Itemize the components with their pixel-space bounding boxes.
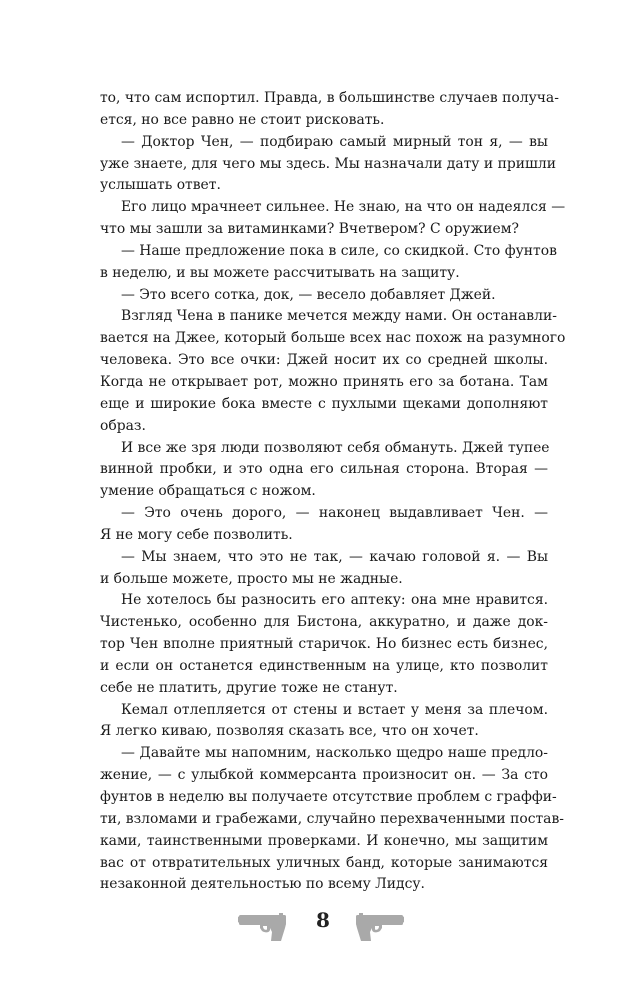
body-text — [100, 88, 566, 896]
text-line: то, что сам испортил. Правда, в большинстве случаев получа- — [100, 90, 559, 106]
text-line: тор Чен вполне приятный старичок. Но бизнес есть бизнес, — [100, 636, 548, 653]
text-line: себе не платить, другие тоже не станут. — [100, 679, 398, 696]
text-line: — Наше предложение пока в силе, со скидкой. Сто фунтов — [121, 242, 557, 259]
page-number: 8 — [316, 908, 330, 932]
text-line: ется, но все равно не стоит рисковать. — [100, 111, 385, 128]
text-line: Я не могу себе позволить. — [100, 526, 293, 543]
text-line: Взгляд Чена в панике мечется между нами. Он останавли- — [121, 308, 557, 325]
text-line: человека. Это все очки: Джей носит их со средней школы. — [100, 352, 548, 369]
text-line: ти, взломами и грабежами, случайно перехваченными постав- — [100, 810, 564, 827]
text-line: вас от отвратительных уличных банд, которые занимаются — [100, 854, 548, 871]
text-line: что мы зашли за витаминками? Вчетвером? С оружием? — [100, 221, 519, 238]
text-line: — Доктор Чен, — подбираю самый мирный тон я, — вы — [121, 133, 548, 150]
text-line: — Давайте мы напомним, насколько щедро наше предло- — [121, 745, 548, 762]
pistol-right-icon — [354, 910, 404, 942]
text-line: и больше можете, просто мы не жадные. — [100, 570, 403, 587]
text-line: Я легко киваю, позволяя сказать все, что он хочет. — [100, 723, 479, 740]
text-line: Его лицо мрачнеет сильнее. Не знаю, на что он надеялся — — [121, 199, 566, 216]
text-line: ками, таинственными проверками. И конечно, мы защитим — [100, 832, 548, 849]
text-line: умение обращаться с ножом. — [100, 483, 316, 500]
text-line: жение, — с улыбкой коммерсанта произносит он. — За сто — [100, 767, 548, 784]
text-line: фунтов в неделю вы получаете отсутствие проблем с граффи- — [100, 789, 557, 805]
text-line: еще и широкие бока вместе с пухлыми щеками дополняют — [100, 395, 548, 412]
text-line: И все же зря люди позволяют себя обмануть. Джей тупее — [121, 439, 550, 456]
text-line: незаконной деятельностью по всему Лидсу. — [100, 876, 425, 893]
text-line: винной пробки, и это одна его сильная сторона. Вторая — — [100, 461, 548, 478]
pistol-left-icon — [238, 910, 288, 942]
text-line: — Это очень дорого, — наконец выдавливает Чен. — — [121, 505, 548, 522]
text-line: уже знаете, для чего мы здесь. Мы назначали дату и пришли — [100, 155, 556, 172]
text-line: в неделю, и вы можете рассчитывать на защиту. — [100, 264, 460, 281]
text-line: услышать ответ. — [100, 177, 221, 194]
page-footer — [0, 902, 619, 952]
text-line: — Мы знаем, что это не так, — качаю головой я. — Вы — [121, 548, 548, 565]
text-line: Не хотелось бы разносить его аптеку: она мне нравится. — [121, 592, 548, 609]
text-line: вается на Джее, который больше всех нас похож на разумного — [100, 330, 566, 347]
text-line: Кемал отлепляется от стены и встает у меня за плечом. — [121, 701, 548, 718]
text-line: и если он останется единственным на улице, кто позволит — [100, 657, 548, 674]
text-line: образ. — [100, 417, 146, 434]
text-line: Чистенько, особенно для Бистона, аккуратно, и даже док- — [100, 614, 548, 631]
text-line: Когда не открывает рот, можно принять его за ботана. Там — [100, 373, 548, 390]
text-line: — Это всего сотка, док, — весело добавляет Джей. — [121, 286, 496, 303]
